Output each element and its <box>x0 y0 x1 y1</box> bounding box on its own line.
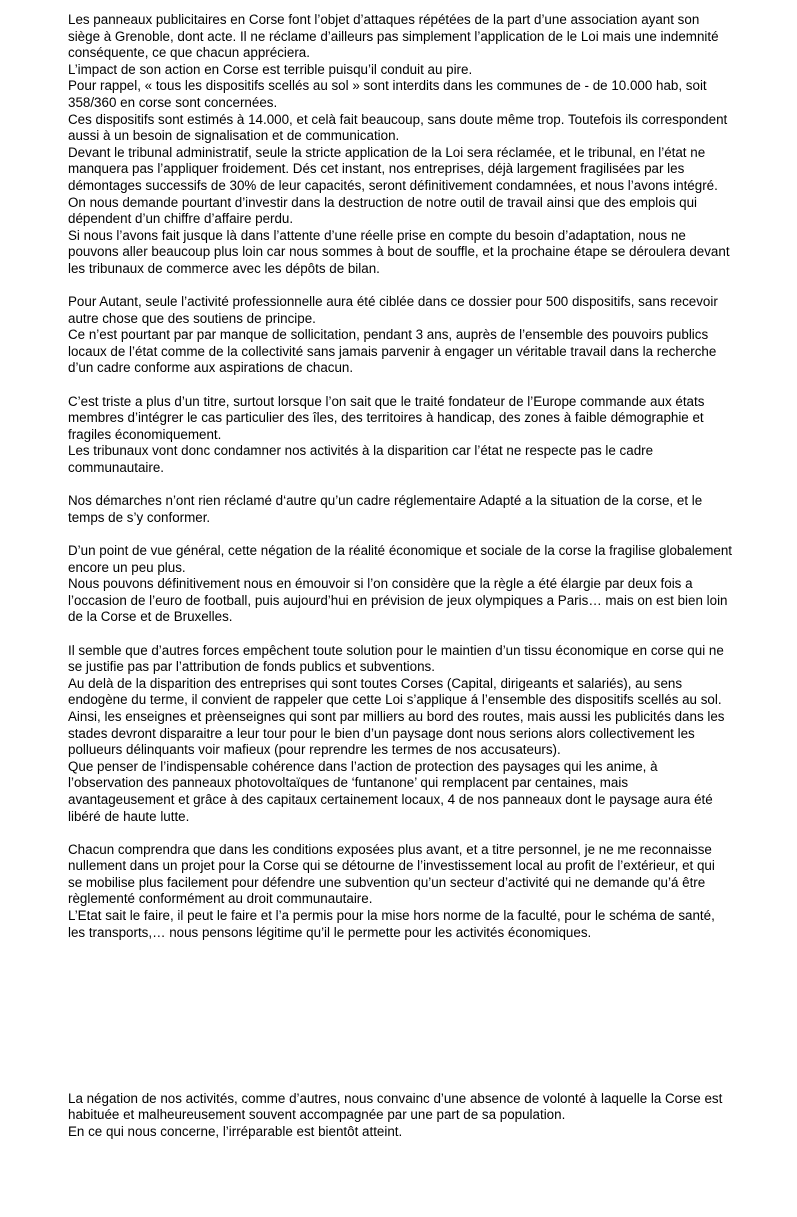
paragraph: Nos démarches n’ont rien réclamé d‘autre qu’un cadre réglementaire Adapté a la situation de la corse, et le temps de s’y conformer. <box>68 493 703 525</box>
paragraph: Ce n’est pourtant par par manque de sollicitation, pendant 3 ans, auprès de l’ensemble des pouvoirs publics locaux de l’état comme de la collectivité sans jamais parvenir à engager un véritable travail dans la recherche d’un cadre conforme aux aspirations de chacun. <box>68 327 717 376</box>
paragraph: Ainsi, les enseignes et prèenseignes qui sont par milliers au bord des routes, mais aussi les publicités dans les stades devront disparaitre a leur tour pour le bien d’un paysage dont nous serions alors collectivement les pollueurs délinquants voir mafieux (pour reprendre les termes de nos accusateurs). <box>68 708 725 758</box>
paragraph: Ces dispositifs sont estimés à 14.000, et celà fait beaucoup, sans doute même trop. Toutefois ils correspondent aussi à un besoin de signalisation et de communication. <box>68 111 728 144</box>
paragraph: L’impact de son action en Corse est terrible puisqu’il conduit au pire. <box>68 61 473 77</box>
blank-line <box>68 477 732 494</box>
paragraph: Il semble que d’autres forces empêchent toute solution pour le maintien d’un tissu économique en corse qui ne se justifie pas par l’attribution de fonds publics et subventions. <box>68 642 724 675</box>
large-vertical-gap <box>68 941 732 1090</box>
paragraph: Pour rappel, « tous les dispositifs scellés au sol » sont interdits dans les communes de - de 10.000 hab, soit 358/360 en corse sont concernées. <box>68 78 707 110</box>
document-text <box>68 12 732 1140</box>
paragraph: Les tribunaux vont donc condamner nos activités à la disparition car l’état ne respecte pas le cadre communautaire. <box>68 443 654 476</box>
paragraph: Nous pouvons définitivement nous en émouvoir si l’on considère que la règle a été élargie par deux fois a l’occasion de l’euro de football, puis aujourd’hui en prévision de jeux olympiques a Paris… mais on est bien loin de la Corse et de Bruxelles. <box>68 576 728 625</box>
blank-line <box>68 377 732 394</box>
paragraph: On nous demande pourtant d’investir dans la destruction de notre outil de travail ainsi que des emplois qui dépendent d’un chiffre d’affaire perdu. <box>68 194 697 227</box>
paragraph: Devant le tribunal administratif, seule la stricte application de la Loi sera réclamée, et le tribunal, en l’état ne manquera pas l’appliquer froidement. Dés cet instant, nos entreprises, déjà largement fragilisées par les démontages successifs de 30% de leur capacités, seront définitivement condamnées, et nous l’avons intégré. <box>68 144 718 193</box>
paragraph: Si nous l’avons fait jusque là dans l’attente d’une réelle prise en compte du besoin d’adaptation, nous ne pouvons aller beaucoup plus loin car nous sommes à bout de souffle, et la prochaine étape se déroulera devant les tribunaux de commerce avec les dépôts de bilan. <box>68 227 730 276</box>
blank-line <box>68 626 732 643</box>
paragraph: C’est triste a plus d’un titre, surtout lorsque l’on sait que le traité fondateur de l’Europe commande aux états membres d’intégrer le cas particulier des îles, des territoires à handicap, des zones à faible démographie et fragiles économiquement. <box>68 393 705 442</box>
paragraph: D’un point de vue général, cette négation de la réalité économique et sociale de la corse la fragilise globalement encore un peu plus. <box>68 543 733 575</box>
paragraph: L’Etat sait le faire, il peut le faire et l’a permis pour la mise hors norme de la faculté, pour le schéma de santé, les transports,… nous pensons légitime qu’il le permette pour les activités économiques. <box>68 908 715 940</box>
paragraph: Au delà de la disparition des entreprises qui sont toutes Corses (Capital, dirigeants et salariés), au sens endogène du terme, il convient de rappeler que cette Loi s’applique á l’ensemble des dispositifs scellés au sol. <box>68 675 722 708</box>
paragraph: La négation de nos activités, comme d’autres, nous convainc d’une absence de volonté à laquelle la Corse est habituée et malheureusement souvent accompagnée par une part de sa population. <box>68 1090 723 1123</box>
blank-line <box>68 526 732 543</box>
blank-line <box>68 278 732 295</box>
paragraph: Pour Autant, seule l’activité professionnelle aura été ciblée dans ce dossier pour 500 dispositifs, sans recevoir autre chose que des soutiens de principe. <box>68 294 718 326</box>
paragraph: Les panneaux publicitaires en Corse font l’objet d’attaques répétées de la part d’une association ayant son siège à Grenoble, dont acte. Il ne réclame d’ailleurs pas simplement l’application de le Loi mais une indemnité conséquente, ce que chacun appréciera. <box>68 12 719 61</box>
blank-line <box>68 825 732 842</box>
paragraph: Chacun comprendra que dans les conditions exposées plus avant, et a titre personnel, je ne me reconnaisse nullement dans un projet pour la Corse qui se détourne de l’investissement local au profit de l’extérieur, et qui se mobilise plus facilement pour défendre une subvention qu’un secteur d’activité qui ne demande qu’á être règlementé conformément au droit communautaire. <box>68 841 715 907</box>
paragraph: Que penser de l’indispensable cohérence dans l’action de protection des paysages qui les anime, à l’observation des panneaux photovoltaïques de ‘funtanone’ qui remplacent par centaines, mais avantageusement et grâce à des capitaux certainement locaux, 4 de nos panneaux dont le paysage aura été libéré de haute lutte. <box>68 758 713 824</box>
paragraph: En ce qui nous concerne, l’irréparable est bientôt atteint. <box>68 1123 403 1139</box>
